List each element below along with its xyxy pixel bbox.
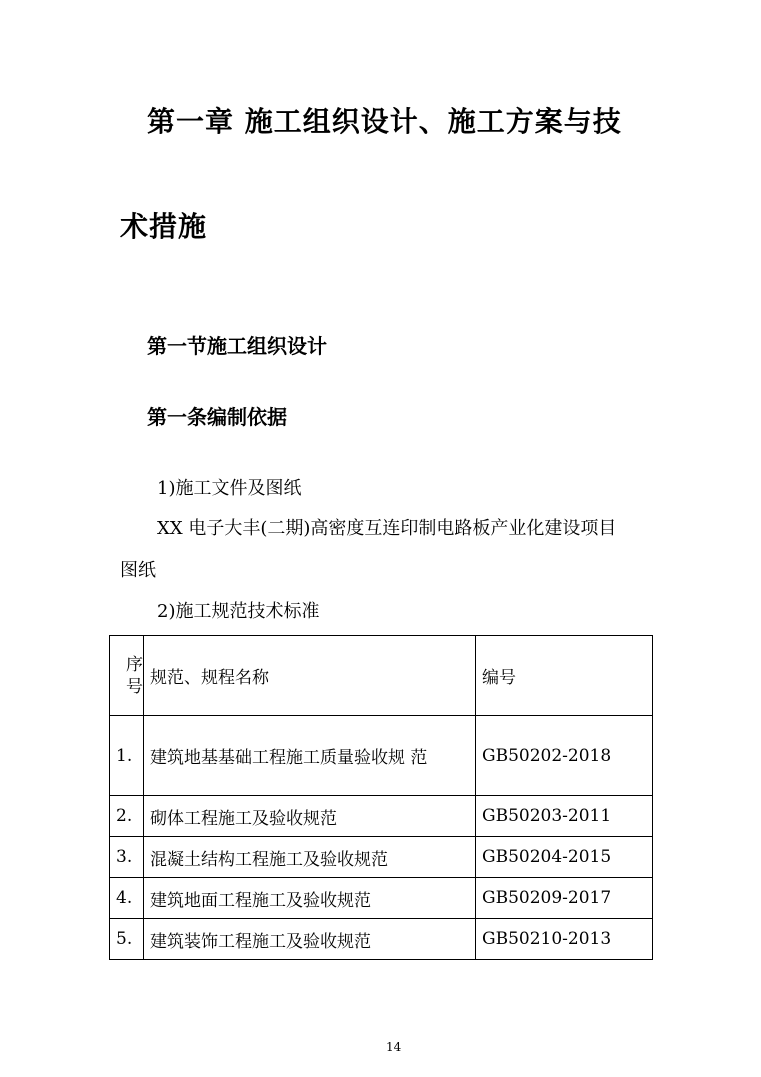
header-seq-b: 号 bbox=[126, 676, 143, 697]
table-row bbox=[110, 919, 653, 960]
row-name: 建筑地面工程施工及验收规范 bbox=[144, 878, 476, 919]
row-name: 建筑地基基础工程施工质量验收规 范 bbox=[144, 716, 476, 796]
row-name: 建筑装饰工程施工及验收规范 bbox=[144, 919, 476, 960]
row-code: GB50204-2015 bbox=[476, 837, 653, 878]
item1-text-line2: 图纸 bbox=[120, 560, 156, 581]
row-seq: 2. bbox=[110, 796, 144, 837]
table-row bbox=[110, 716, 653, 796]
row-seq: 5. bbox=[110, 919, 144, 960]
table-header-row bbox=[110, 636, 653, 716]
row-name: 混凝土结构工程施工及验收规范 bbox=[144, 837, 476, 878]
header-seq-a: 序 bbox=[126, 654, 143, 675]
table-row bbox=[110, 837, 653, 878]
chapter-title-line2: 术措施 bbox=[120, 210, 208, 243]
header-code: 编号 bbox=[476, 636, 653, 716]
chapter-title-line1: 第一章 施工组织设计、施工方案与技 bbox=[147, 105, 622, 138]
item2-heading: 2)施工规范技术标准 bbox=[157, 601, 320, 622]
standards-table bbox=[109, 635, 653, 960]
table-row bbox=[110, 796, 653, 837]
header-seq bbox=[110, 636, 144, 716]
row-seq: 3. bbox=[110, 837, 144, 878]
item1-heading: 1)施工文件及图纸 bbox=[157, 478, 302, 499]
row-code: GB50202-2018 bbox=[476, 716, 653, 796]
page-number: 14 bbox=[386, 1040, 402, 1054]
header-name: 规范、规程名称 bbox=[144, 636, 476, 716]
row-seq: 4. bbox=[110, 878, 144, 919]
item1-text-line1: XX 电子大丰(二期)高密度互连印制电路板产业化建设项目 bbox=[157, 518, 617, 539]
section-title: 第一节施工组织设计 bbox=[147, 334, 327, 358]
article-title: 第一条编制依据 bbox=[147, 405, 287, 429]
row-seq: 1. bbox=[110, 716, 144, 796]
row-code: GB50209-2017 bbox=[476, 878, 653, 919]
row-code: GB50210-2013 bbox=[476, 919, 653, 960]
row-code: GB50203-2011 bbox=[476, 796, 653, 837]
table-row bbox=[110, 878, 653, 919]
row-name: 砌体工程施工及验收规范 bbox=[144, 796, 476, 837]
